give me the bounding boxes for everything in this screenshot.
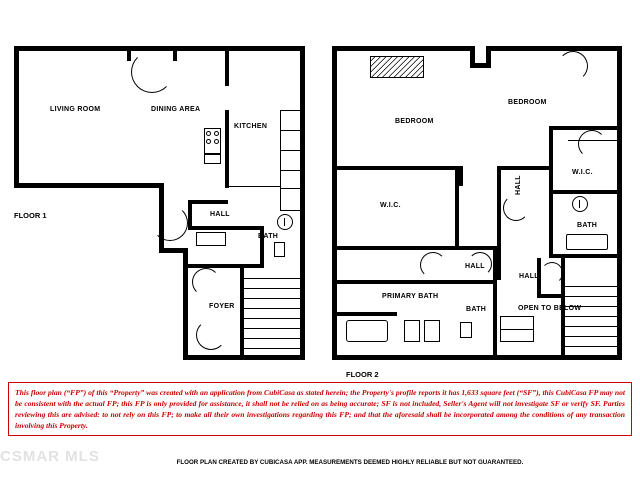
room-label-wic-1: W.I.C. [380, 202, 401, 209]
floor-1-plan [0, 0, 320, 380]
wall [228, 46, 305, 51]
kitchen-counter [280, 110, 300, 111]
burner-icon [206, 131, 211, 136]
stair-tread [244, 298, 300, 299]
wall [497, 170, 501, 280]
room-label-wic-2: W.I.C. [572, 169, 593, 176]
wall [549, 166, 553, 258]
wall [537, 294, 561, 298]
toilet-fixture [460, 322, 472, 338]
room-label-hall-middle: HALL [465, 263, 485, 270]
door-swing-arc [503, 195, 529, 221]
wall [617, 46, 622, 360]
burner-icon [206, 139, 211, 144]
wall [549, 126, 553, 170]
stair-hatch [370, 56, 424, 78]
counter-edge [229, 186, 281, 187]
door-swing-arc [152, 205, 188, 241]
room-label-primary-bath: PRIMARY BATH [382, 293, 439, 300]
floor-2-label: FLOOR 2 [346, 370, 379, 379]
wall [459, 246, 497, 250]
sink-fixture [424, 320, 440, 342]
door-swing-arc [558, 51, 588, 81]
wall [225, 51, 229, 86]
wall [173, 51, 177, 61]
stair-tread [565, 286, 618, 287]
tub-fixture [346, 320, 388, 342]
sink-fixture [277, 214, 293, 230]
wall [188, 264, 264, 268]
room-label-hall: HALL [210, 211, 230, 218]
toilet-fixture [274, 242, 285, 257]
kitchen-counter [280, 188, 300, 189]
wall [553, 190, 622, 194]
stair-tread [244, 338, 300, 339]
kitchen-counter [280, 150, 300, 151]
room-label-kitchen: KITCHEN [234, 123, 268, 130]
stair-tread [565, 346, 618, 347]
kitchen-counter [280, 110, 281, 188]
sink-detail [579, 200, 580, 208]
door-swing-arc [541, 262, 563, 284]
sink-detail [284, 218, 285, 226]
stair-tread [244, 288, 300, 289]
burner-icon [214, 131, 219, 136]
wall [332, 46, 474, 51]
tub-fixture [566, 234, 608, 250]
wall [497, 166, 553, 170]
footer-note: FLOOR PLAN CREATED BY CUBICASA APP. MEASUREMENTS DEEMED HIGHLY RELIABLE BUT NOT GUARANTEED. [176, 459, 524, 466]
door-swing-arc [420, 252, 446, 278]
room-label-bedroom-2: BEDROOM [508, 99, 547, 106]
floor-2-plan [320, 0, 640, 380]
wall [300, 46, 305, 360]
door-swing-arc [192, 268, 220, 296]
wall [459, 166, 463, 186]
room-label-bath: BATH [258, 233, 279, 240]
wall [188, 200, 228, 204]
stair-tread [244, 308, 300, 309]
wall [332, 355, 622, 360]
room-label-bedroom-1: BEDROOM [395, 118, 434, 125]
kitchen-counter [280, 130, 300, 131]
kitchen-counter [280, 210, 300, 211]
wall [486, 46, 491, 68]
kitchen-counter [280, 170, 300, 171]
mls-watermark: CSMAR MLS [0, 448, 100, 465]
sink-fixture [404, 320, 420, 342]
room-label-bath-small: BATH [466, 306, 487, 313]
room-label-hall-vertical: HALL [515, 175, 522, 195]
door-swing-arc [196, 320, 226, 350]
door-swing-arc [578, 130, 606, 158]
floor-1-label: FLOOR 1 [14, 211, 47, 220]
wall [14, 183, 164, 188]
wall [337, 166, 459, 170]
tub-fixture [196, 232, 226, 246]
wall [337, 312, 397, 316]
wall [240, 268, 244, 360]
oven-fixture [204, 154, 221, 164]
wall [127, 51, 131, 61]
wall [14, 46, 19, 188]
room-label-dining-area: DINING AREA [151, 106, 201, 113]
room-label-open-to-below: OPEN TO BELOW [518, 305, 582, 312]
burner-icon [214, 139, 219, 144]
disclaimer-text: This floor plan (“FP”) of this “Property” was created with an application from CubiCasa as stated herein; the Property's profile reports it has 1,633 square feet (“SF”), this CubiCasa FP may not be consistent with the actual FP; this FP is only provided for assistance, it shall not be relied on as being accurate; SF is not included, Seller's Agent will not investigate SF or verify SF. Parties reviewing this are advised: to not rely on this FP; to make all their own investigations regarding this FP; and that the aforesaid shall be incorporated among the conditions of any transaction involving this Property. [8, 382, 632, 436]
wall [337, 246, 459, 250]
wall [553, 126, 622, 130]
sink-fixture [572, 196, 588, 212]
stair-tread [565, 296, 618, 297]
wall [486, 46, 622, 51]
room-label-bath-right: BATH [577, 222, 598, 229]
door-swing-arc [131, 51, 173, 93]
wall [549, 254, 622, 258]
wall [188, 200, 192, 227]
shower-detail [500, 329, 534, 330]
stair-tread [244, 278, 300, 279]
stair-tread [565, 336, 618, 337]
kitchen-counter [280, 188, 281, 210]
stair-tread [565, 316, 618, 317]
room-label-hall-right: HALL [519, 273, 539, 280]
room-label-foyer: FOYER [209, 303, 235, 310]
room-label-living-room: LIVING ROOM [50, 106, 101, 113]
wall [14, 46, 228, 51]
stair-tread [565, 326, 618, 327]
wall [188, 226, 264, 230]
wall [225, 110, 229, 188]
wall [337, 280, 497, 284]
wall [183, 355, 305, 360]
stair-tread [244, 318, 300, 319]
stair-tread [244, 348, 300, 349]
stair-tread [244, 328, 300, 329]
